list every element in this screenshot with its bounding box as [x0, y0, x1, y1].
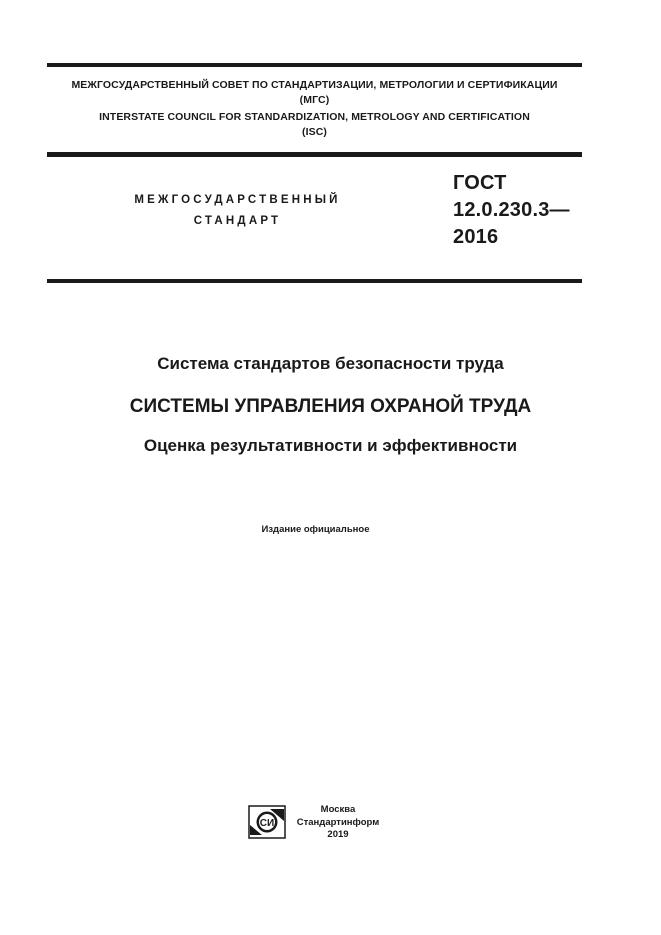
council-name-ru [47, 78, 582, 108]
standard-type-label [100, 190, 375, 232]
council-abbr-en: (ISC) [302, 126, 327, 138]
top-rule [47, 63, 582, 67]
standartinform-logo-icon [248, 805, 286, 839]
council-name-en [47, 110, 582, 140]
publisher-block [296, 804, 380, 842]
designation-line2: 12.0.230.3— [453, 199, 570, 221]
subtitle: Оценка результативности и эффективности [143, 436, 518, 455]
designation-line1: ГОСТ [453, 172, 507, 194]
standard-type-line1: МЕЖГОСУДАРСТВЕННЫЙ [134, 194, 341, 206]
council-name-en-line1: INTERSTATE COUNCIL FOR STANDARDIZATION, METROLOGY AND CERTIFICATION [99, 111, 530, 123]
logo-letters: СИ [259, 818, 275, 829]
designation-line3: 2016 [453, 226, 499, 248]
standard-type-line2: СТАНДАРТ [193, 215, 282, 227]
middle-rule [47, 152, 582, 157]
edition-label: Издание официальное [261, 524, 370, 535]
standard-designation [453, 170, 570, 251]
council-abbr-ru: (МГС) [299, 94, 330, 106]
council-name-ru-line1: МЕЖГОСУДАРСТВЕННЫЙ СОВЕТ ПО СТАНДАРТИЗАЦИИ, МЕТРОЛОГИИ И СЕРТИФИКАЦИИ [71, 79, 558, 91]
publisher-city: Москва [320, 804, 356, 815]
publisher-name: Стандартинформ [296, 816, 380, 828]
main-title: СИСТЕМЫ УПРАВЛЕНИЯ ОХРАНОЙ ТРУДА [129, 396, 532, 417]
publisher-year: 2019 [327, 829, 349, 840]
series-title: Система стандартов безопасности труда [157, 354, 504, 373]
bottom-rule [47, 279, 582, 283]
